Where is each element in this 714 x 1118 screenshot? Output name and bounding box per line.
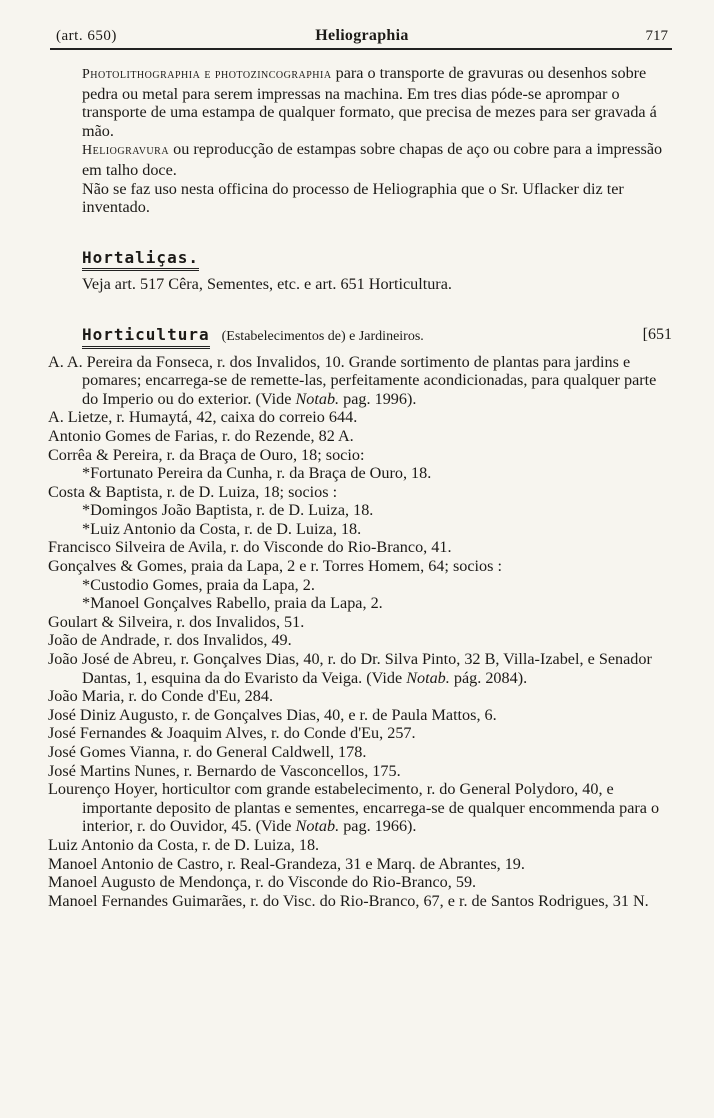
entry-text: José Diniz Augusto, r. de Gonçalves Dias, 40, e r. de Paula Mattos, 6. — [48, 705, 497, 724]
intro-text: para o transporte de gravuras ou desenhos sobre pedra ou metal para serem impressas na machina. Em tres dias póde-se aprompar o transporte de uma estampa de qualquer formato, que precisa de mezes para ser gravada á mão. — [82, 64, 657, 140]
entry-text: José Fernandes & Joaquim Alves, r. do Conde d'Eu, 257. — [48, 724, 416, 743]
section-title-hortalicas: Hortaliças. — [82, 249, 199, 272]
entry-notab-ref: Notab. — [406, 668, 450, 687]
entry-text: A. Lietze, r. Humaytá, 42, caixa do correio 644. — [48, 408, 358, 427]
entry-text: João José de Abreu, r. Gonçalves Dias, 40, r. do Dr. Silva Pinto, 32 B, Villa-Izabel, e Senador Dantas, 1, esquina da do Evaristo da Veiga. (Vide — [48, 650, 652, 687]
section-horticultura — [48, 326, 672, 349]
section-number: [651 — [642, 325, 672, 343]
intro-block — [48, 64, 672, 217]
entry-page-ref: pag. 1996). — [339, 389, 417, 408]
entry-text: José Gomes Vianna, r. do General Caldwell, 178. — [48, 743, 367, 761]
directory-entry — [48, 446, 672, 465]
entry-text: Costa & Baptista, r. de D. Luiza, 18; socios : — [48, 482, 338, 501]
intro-paragraph — [48, 64, 672, 140]
header-article-ref: (art. 650) — [56, 28, 117, 44]
partner-entry: *Fortunato Pereira da Cunha, r. da Braça de Ouro, 18. — [82, 464, 432, 483]
directory-entry — [48, 706, 672, 725]
partner-entry: *Manoel Gonçalves Rabello, praia da Lapa, 2. — [82, 594, 383, 613]
header-title: Heliographia — [315, 27, 409, 44]
entry-text: Manoel Augusto de Mendonça, r. do Visconde do Rio-Branco, 59. — [48, 873, 477, 892]
directory-entry — [48, 557, 672, 576]
intro-paragraph — [48, 180, 672, 217]
hortalicas-text: Veja art. 517 Cêra, Sementes, etc. e art. 651 Horticultura. — [82, 275, 452, 294]
section-hortalicas — [48, 249, 672, 272]
page-header — [56, 28, 668, 48]
entry-text: Manoel Fernandes Guimarães, r. do Visc. do Rio-Branco, 67, e r. de Santos Rodrigues, 31 N. — [48, 891, 649, 910]
section-subtitle-horticultura: (Estabelecimentos de) e Jardineiros. — [221, 328, 424, 344]
directory-entry — [48, 613, 672, 632]
directory-entry — [48, 687, 672, 706]
entry-notab-ref: Notab. — [295, 389, 340, 408]
intro-text: Não se faz uso nesta officina do processo de Heliographia que o Sr. Uflacker diz ter inventado. — [82, 179, 624, 217]
entry-notab-ref: Notab. — [295, 817, 340, 836]
entry-text: Lourenço Hoyer, horticultor com grande estabelecimento, r. do General Polydoro, 40, e importante deposito de plantas e sementes, encarrega-se de qualquer encommenda para o interior, r. do Ouvidor, 45. (Vide — [48, 780, 660, 836]
partner-entry: *Custodio Gomes, praia da Lapa, 2. — [82, 575, 315, 594]
partner-entry: *Domingos João Baptista, r. de D. Luiza, 18. — [82, 501, 374, 520]
intro-term: Photolithographia e photozincographia — [82, 67, 332, 82]
directory-entry — [48, 538, 672, 557]
entry-text: Antonio Gomes de Farias, r. do Rezende, 82 A. — [48, 426, 354, 445]
partner-entry: *Luiz Antonio da Costa, r. de D. Luiza, 18. — [82, 519, 362, 538]
directory-entry — [48, 780, 672, 836]
entry-page-ref: pag. 1966). — [339, 817, 417, 836]
directory-entry — [48, 650, 672, 687]
entry-text: A. A. Pereira da Fonseca, r. dos Invalidos, 10. Grande sortimento de plantas para jardins e pomares; encarrega-se de remette-las, perfeitamente acondicionadas, para qualquer parte do Imperio ou do exterior. (Vide — [48, 352, 657, 408]
entry-text: Goulart & Silveira, r. dos Invalidos, 51. — [48, 612, 305, 631]
directory-entry — [48, 762, 672, 781]
directory-entry — [48, 408, 672, 427]
entry-text: Luiz Antonio da Costa, r. de D. Luiza, 18. — [48, 835, 320, 854]
entry-text: Corrêa & Pereira, r. da Braça de Ouro, 18; socio: — [48, 445, 365, 464]
header-rule — [50, 48, 672, 50]
entry-text: João de Andrade, r. dos Invalidos, 49. — [48, 631, 292, 650]
entries-list — [48, 353, 672, 911]
entry-text: José Martins Nunes, r. Bernardo de Vasconcellos, 175. — [48, 761, 401, 780]
directory-entry — [48, 873, 672, 892]
entry-text: João Maria, r. do Conde d'Eu, 284. — [48, 687, 274, 706]
section-title-horticultura: Horticultura — [82, 326, 210, 349]
intro-text: ou reproducção de estampas sobre chapas de aço ou cobre para a impressão em talho doce. — [82, 140, 663, 179]
directory-entry — [48, 836, 672, 855]
directory-entry — [48, 427, 672, 446]
directory-entry — [48, 631, 672, 650]
directory-entry — [48, 483, 672, 502]
entry-text: Francisco Silveira de Avila, r. do Visconde do Rio-Branco, 41. — [48, 538, 452, 557]
directory-entry — [48, 855, 672, 874]
intro-paragraph — [48, 140, 672, 179]
intro-term: Heliogravura — [82, 143, 170, 159]
page-number: 717 — [645, 28, 668, 44]
directory-entry — [48, 353, 672, 409]
page-content — [48, 64, 672, 910]
entry-page-ref: pág. 2084). — [449, 668, 528, 687]
entry-text: Gonçalves & Gomes, praia da Lapa, 2 e r. Torres Homem, 64; socios : — [48, 557, 502, 576]
entry-text: Manoel Antonio de Castro, r. Real-Grandeza, 31 e Marq. de Abrantes, 19. — [48, 854, 525, 873]
directory-entry — [48, 743, 672, 762]
directory-entry — [48, 892, 672, 911]
directory-entry — [48, 724, 672, 743]
